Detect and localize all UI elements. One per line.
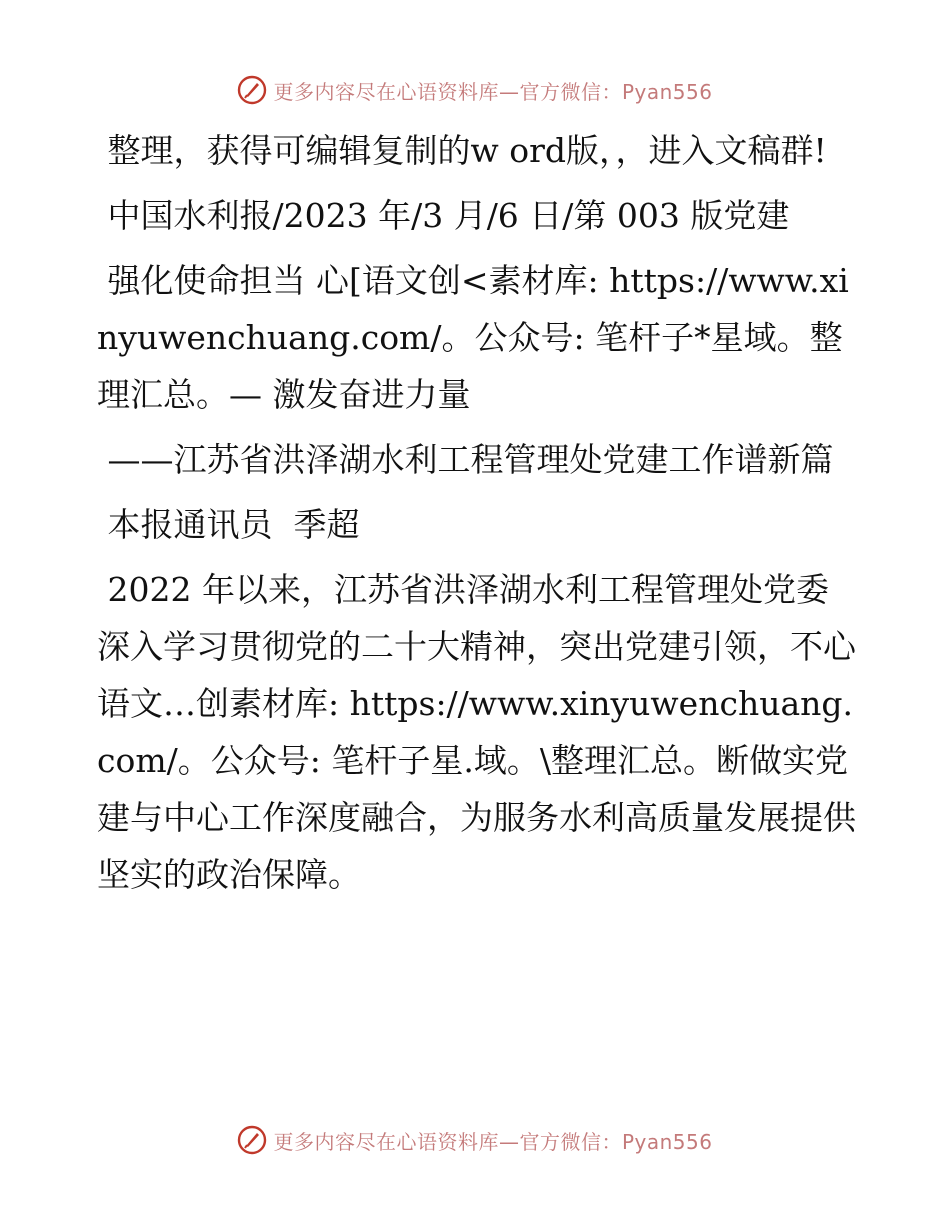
paragraph-intro: 整理，获得可编辑复制的w ord版，，进入文稿群! — [97, 131, 827, 170]
watermark-text: 更多内容尽在心语资料库—官方微信：Pyan556 — [273, 1129, 713, 1154]
footer-watermark-banner — [0, 1120, 950, 1160]
watermark-text: 更多内容尽在心语资料库—官方微信：Pyan556 — [273, 79, 713, 104]
paragraph-source: 中国水利报/2023 年/3 月/6 日/第 003 版党建 — [97, 196, 790, 235]
paragraph-byline: 本报通讯员 季超 — [97, 505, 360, 544]
quill-logo-icon — [237, 75, 267, 105]
paragraph-headline: 强化使命担当 心[语文创<素材库: https://www.xinyuwenchuang.com/。公众号: 笔杆子*星域。整理汇总。— 激发奋进力量 — [97, 261, 849, 414]
paragraph-subtitle: ——江苏省洪泽湖水利工程管理处党建工作谱新篇 — [97, 440, 834, 479]
document-body — [97, 122, 857, 903]
header-watermark-banner — [0, 70, 950, 110]
quill-logo-icon — [237, 1125, 267, 1155]
paragraph-body: 2022 年以来，江苏省洪泽湖水利工程管理处党委深入学习贯彻党的二十大精神，突出党建引领，不心语文…创素材库: https://www.xinyuwenchuang.com/。公众号: 笔杆子星.域。\整理汇总。断做实党建与中心工作深度融合，为服务水利高质量发展提供坚实的政治保障。 — [97, 570, 856, 894]
